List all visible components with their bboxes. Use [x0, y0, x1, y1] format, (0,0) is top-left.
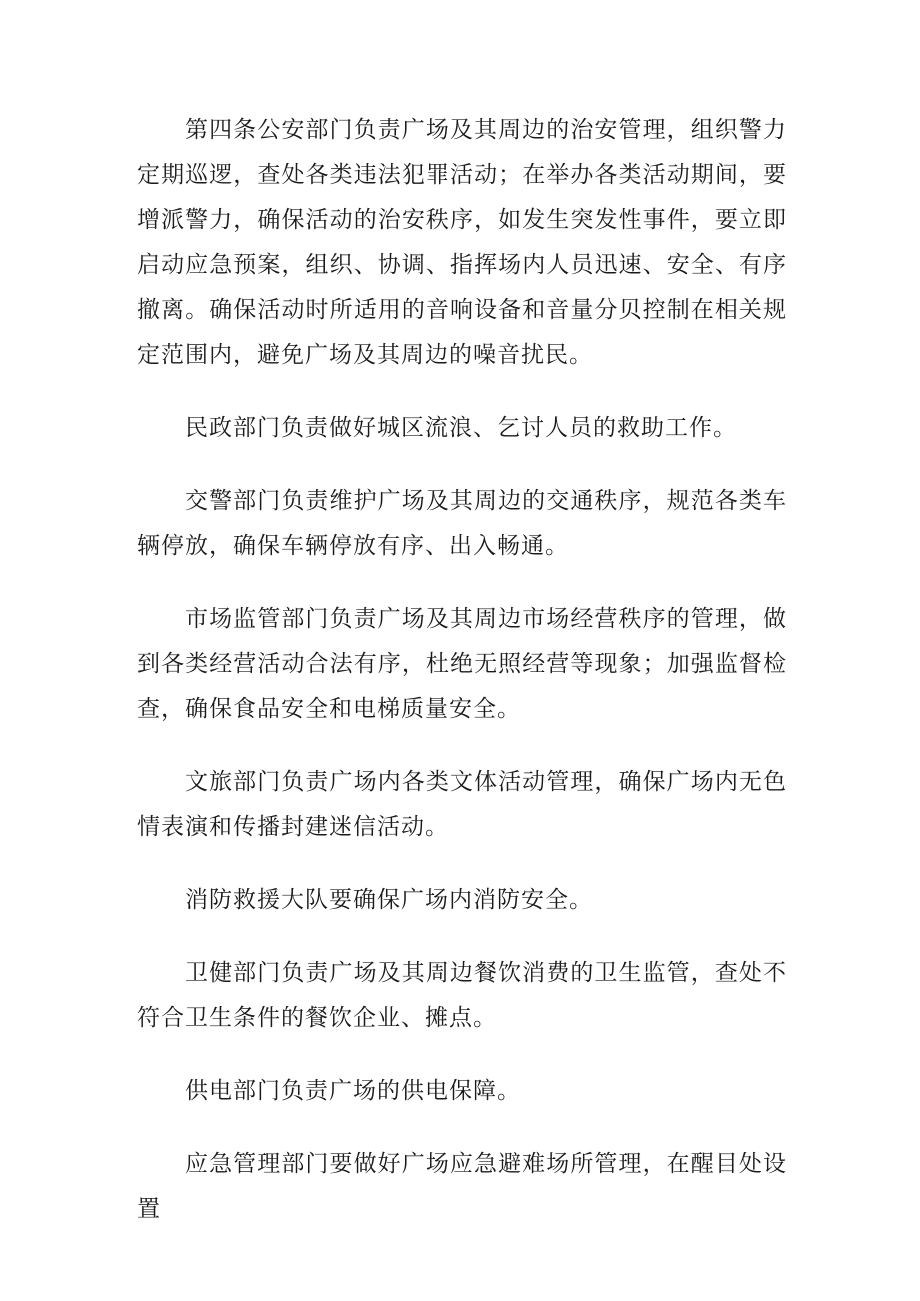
paragraph-emergency-management: 应急管理部门要做好广场应急避难场所管理，在醒目处设置 — [137, 1151, 787, 1222]
paragraph-fire-rescue: 消防救援大队要确保广场内消防安全。 — [185, 887, 593, 913]
paragraph-civil-affairs: 民政部门负责做好城区流浪、乞讨人员的救助工作。 — [185, 415, 737, 441]
paragraph-traffic-police: 交警部门负责维护广场及其周边的交通秩序，规范各类车辆停放，确保车辆停放有序、出入畅通。 — [137, 488, 787, 559]
paragraph-health: 卫健部门负责广场及其周边餐饮消费的卫生监管，查处不符合卫生条件的餐饮企业、摊点。 — [137, 960, 787, 1031]
paragraph-market-supervision: 市场监管部门负责广场及其周边市场经营秩序的管理，做到各类经营活动合法有序，杜绝无照经营等现象；加强监督检查，确保食品安全和电梯质量安全。 — [137, 606, 787, 722]
paragraph-public-security: 第四条公安部门负责广场及其周边的治安管理，组织警力定期巡逻，查处各类违法犯罪活动；在举办各类活动期间，要增派警力，确保活动的治安秩序，如发生突发性事件，要立即启动应急预案，组织、协调、指挥场内人员迅速、安全、有序撤离。确保活动时所适用的音响设备和音量分贝控制在相关规定范围内，避免广场及其周边的噪音扰民。 — [137, 117, 787, 368]
paragraph-power-supply: 供电部门负责广场的供电保障。 — [185, 1078, 521, 1104]
paragraph-culture-tourism: 文旅部门负责广场内各类文体活动管理，确保广场内无色情表演和传播封建迷信活动。 — [137, 769, 787, 840]
document-body — [137, 108, 787, 1260]
